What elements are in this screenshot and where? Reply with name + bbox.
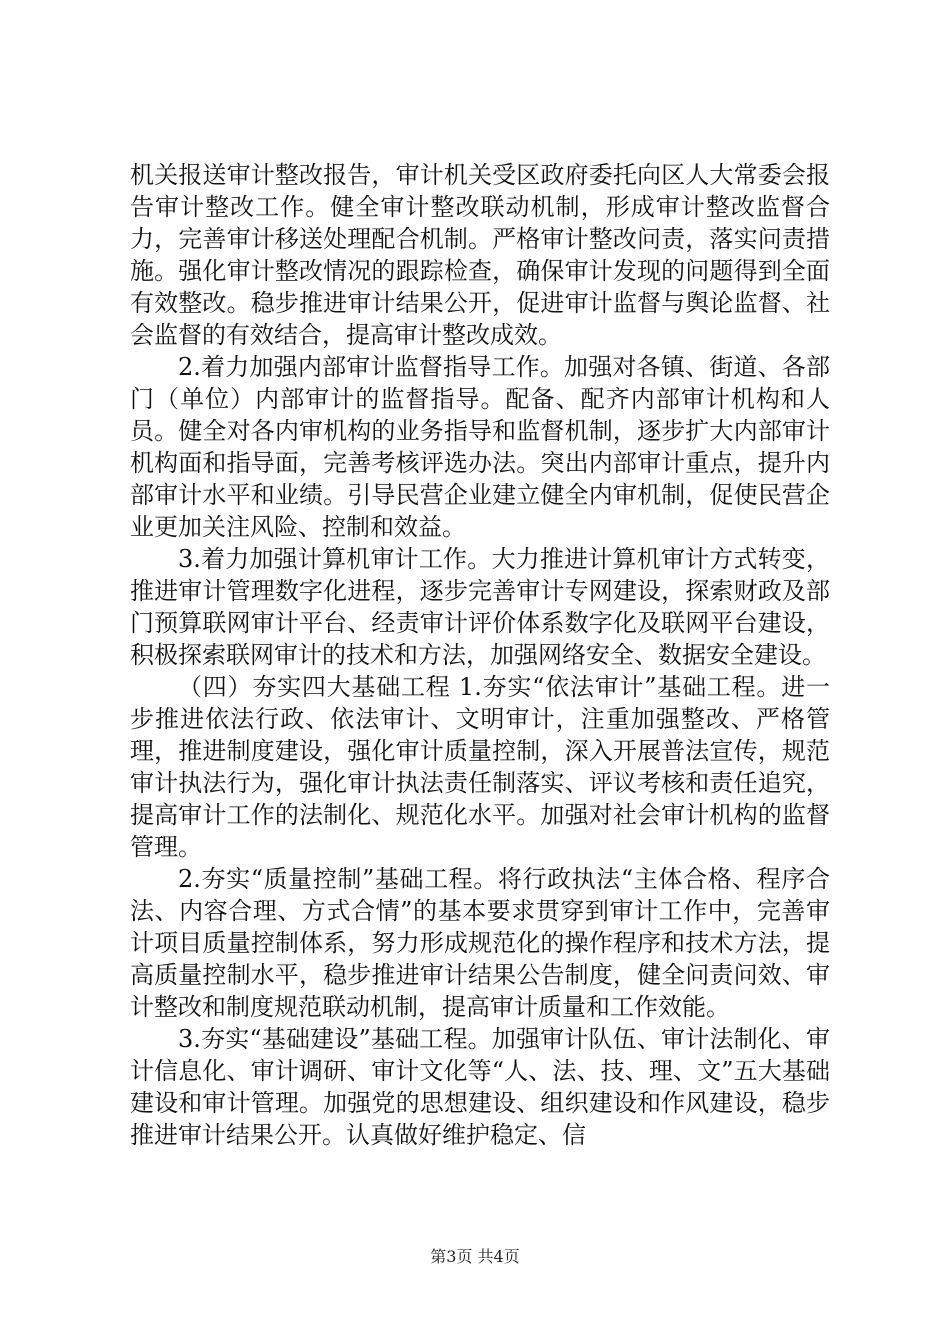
paragraph-6: 3.夯实“基础建设”基础工程。加强审计队伍、审计法制化、审计信息化、审计调研、审计文化等“人、法、技、理、文”五大基础建设和审计管理。加强党的思想建设、组织建设和作风建设，稳步推进审计结果公开。认真做好维护稳定、信 (130, 1025, 830, 1149)
document-body (130, 159, 830, 1151)
paragraph-2: 2.着力加强内部审计监督指导工作。加强对各镇、街道、各部门（单位）内部审计的监督指导。配备、配齐内部审计机构和人员。健全对各内审机构的业务指导和监督机制，逐步扩大内部审计机构面和指导面，完善考核评选办法。突出内部审计重点，提升内部审计水平和业绩。引导民营企业建立健全内审机制，促使民营企业更加关注风险、控制和效益。 (130, 353, 830, 541)
paragraph-5: 2.夯实“质量控制”基础工程。将行政执法“主体合格、程序合法、内容合理、方式合情”的基本要求贯穿到审计工作中，完善审计项目质量控制体系，努力形成规范化的操作程序和技术方法，提高质量控制水平，稳步推进审计结果公告制度，健全问责问效、审计整改和制度规范联动机制，提高审计质量和工作效能。 (130, 865, 830, 1021)
paragraph-1: 机关报送审计整改报告，审计机关受区政府委托向区人大常委会报告审计整改工作。健全审计整改联动机制，形成审计整改监督合力，完善审计移送处理配合机制。严格审计整改问责，落实问责措施。强化审计整改情况的跟踪检查，确保审计发现的问题得到全面有效整改。稳步推进审计结果公开，促进审计监督与舆论监督、社会监督的有效结合，提高审计整改成效。 (130, 161, 830, 349)
paragraph-3: 3.着力加强计算机审计工作。大力推进计算机审计方式转变，推进审计管理数字化进程，逐步完善审计专网建设，探索财政及部门预算联网审计平台、经责审计评价体系数字化及联网平台建设，积极探索联网审计的技术和方法，加强网络安全、数据安全建设。 (130, 545, 830, 669)
paragraph-4: （四）夯实四大基础工程 1.夯实“依法审计”基础工程。进一步推进依法行政、依法审计、文明审计，注重加强整改、严格管理，推进制度建设，强化审计质量控制，深入开展普法宣传，规范审计执法行为，强化审计执法责任制落实、评议考核和责任追究，提高审计工作的法制化、规范化水平。加强对社会审计机构的监督管理。 (130, 673, 830, 861)
page-footer (0, 1244, 950, 1267)
page-number-label: 第3页 共4页 (430, 1247, 520, 1266)
